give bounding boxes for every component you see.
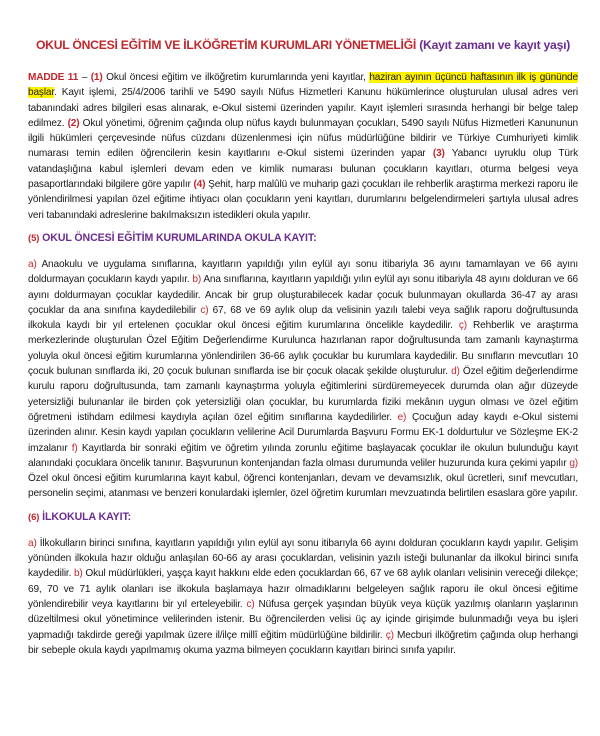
item-c-label: c) (200, 304, 209, 316)
clause-2-text: Okul yönetimi, öğrenim çağında olup nüfus kaydı bulunmayan çocukları, 5490 sayılı Nüfus Hizmetleri Kanununun ilgili hükümleri çerçevesinde nüfus cüzdanı düzenlenmesi için nüfus müdürlüğüne bildirir ve Türkiye Cumhuriyeti kimlik numarası temin edilen öğrencilerin kesin kayıtlarını e-Okul sistemi üzerinden yapar (28, 117, 579, 160)
clause-1-text-a: Okul öncesi eğitim ve ilköğretim kurumlarında yeni kayıtlar, (102, 72, 370, 83)
item-cc-text: Rehberlik ve araştırma merkezlerinde oluşturulan Özel Eğitim Değerlendirme Kurulunca hazırlanan rapor doğrultusunda tam zamanlı kaynaştırma yoluyla okul öncesi eğitim kurumlarına yönlendirilen 36-66 aylık çocuklar bu kurumlara kaydedilir. Bu sınıfların mevcutları 10 çocuk bulunan sınıflarda iki, 20 çocuk bulunan sınıflarda ise bir çocuk olacak şekilde oluşturulur. (28, 320, 579, 378)
section-5-heading (28, 232, 578, 244)
section-6-paragraph (28, 536, 578, 658)
item-a-text: Anaokulu ve uygulama sınıflarına, kayıtların yapıldığı yılın eylül ayı sonu itibariyla 36 ayını tamamlayan ve 66 ayını doldurmayan çocukların kaydı yapılır. (28, 258, 578, 286)
item-b-label: b) (192, 274, 202, 286)
item-c-text: Nüfusa gerçek yaşından büyük veya küçük yazılmış olanların yaşlarının düzeltilmesi okul yönetimince velilerinden istenir. Bu öğrencilerden velisi üç ay içinde girişimde bulunmadığı veya bu işleri yapmadığı takdirde gereği yapılmak üzere il/ilçe millî eğitim müdürlüğüne bildirilir. (28, 598, 578, 641)
section-5-number: (5) (28, 232, 40, 244)
section-6-number: (6) (28, 511, 40, 523)
item-g-text: Özel okul öncesi eğitim kurumlarına kayıt kabul, öğrenci kontenjanları, devam ve devamsızlık, okul ücretleri, sınıf mevcutları, personelin seçimi, atanması ve benzeri konulardaki işlemler, özel öğretim kurumları mevzuatında belirtilen esaslara göre yapılır. (28, 473, 578, 500)
madde-11-paragraph (28, 70, 578, 223)
item-c-label: c) (246, 598, 255, 610)
item-a-text: İlkokulların birinci sınıfına, kayıtların yapıldığı yılın eylül ayı sonu itibarıyla 66 ayını dolduran çocukların kaydı yapılır. Gelişim yönünden ilkokula hazır olduğu anlaşılan 60-66 ay arası çocuklardan, velisinin yazılı isteği bulunanlar da ilkokul birinci sınıfa kaydedilir. (28, 537, 578, 580)
item-d-label: d) (451, 366, 460, 378)
item-c-text: 67, 68 ve 69 aylık olup da velisinin yazılı talebi veya sağlık raporu doğrultusunda ilkokula kaydı bir yıl ertelenen çocuklar okul öncesi eğitim kurumlarına öncelikle kaydedilir. (28, 304, 578, 332)
madde-label: MADDE 11 (28, 72, 79, 83)
clause-3-number: (3) (432, 148, 445, 160)
clause-4-number: (4) (193, 179, 206, 191)
section-6-heading (28, 511, 578, 523)
item-b-text: Ana sınıflarına, kayıtların yapıldığı yılın eylül ayı sonu itibariyla 48 ayını dolduran ve 66 ayını doldurmayan çocuklar kaydedilir. Ancak bir grup oluşturabilecek kadar çocuk bulunmayan okullarda 36-47 ay arası çocuklar da ana sınıfına kaydedilebilir (28, 274, 578, 316)
item-g-label: g) (569, 457, 578, 469)
item-cc-label: ç) (458, 320, 467, 332)
clause-4-text: Şehit, harp malûlü ve muharip gazi çocukları ile rehberlik araştırma merkezi raporu ile yönlendirilmesi yapılan özel eğitime ihtiyacı olan çocukların yeni kayıtları, durumlarını belgelendirmeleri şartıyla ulusal adres veri tabanındaki adreslerine bakılmaksızın istedikleri okula yapılır. (28, 179, 578, 221)
item-f-text: Kayıtlarda bir sonraki eğitim ve öğretim yılında zorunlu eğitime başlayacak çocuklar ile okulun bulunduğu kayıt alanındaki çocuklara öncelik tanınır. Başvurunun kontenjandan fazla olması durumunda veliler huzurunda kura çekimi yapılır (28, 442, 578, 469)
item-b-text: Okul müdürlükleri, yaşça kayıt hakkını elde eden çocuklardan 66, 67 ve 68 aylık olanları velisinin vereceği dilekçe; 69, 70 ve 71 aylık olanları ise ilkokula başlamaya hazır olmadıklarını belgeleyen sağlık raporu ile okul öncesi eğitime yönlendirebilir veya kayıtlarını bir yıl erteleyebilir. (28, 568, 579, 610)
title-main: OKUL ÖNCESİ EĞİTİM VE İLKÖĞRETİM KURUMLARI YÖNETMELİĞİ (35, 38, 417, 52)
clause-3-text: Yabancı uyruklu olup Türk vatandaşlığına kabul işlemleri devam eden ve kimlik numarası bulunan çocukların kayıtları, oturma belgesi veya pasaportlarındaki bilgilere göre yapılır (28, 148, 578, 191)
item-e-label: e) (397, 411, 407, 423)
section-6-title: İLKOKULA KAYIT: (39, 510, 132, 523)
clause-1-number: (1) (90, 72, 103, 83)
item-cc-label: ç) (385, 629, 394, 641)
clause-1-text-b: . Kayıt işlemi, 25/4/2006 tarihli ve 5490 sayılı Nüfus Hizmetleri Kanunu hükümlerince oluşturulan ulusal adres veri tabanındaki adres bilgileri esas alınarak, e-Okul sistemi üzerinden yapılır. Kayıt işlemleri sırasında herhangi bir belge talep edilmez. (28, 87, 578, 129)
document-title (28, 38, 578, 52)
item-a-label: a) (28, 258, 37, 270)
item-cc-text: Mecburi ilköğretim çağında olup herhangi bir sebeple okula kaydı yapılmamış okuma yazma bilmeyen çocukların kayıtları birinci sınıfa yapılır. (28, 629, 579, 656)
item-a-label: a) (28, 537, 37, 549)
highlighted-date-text: haziran ayının üçüncü haftasının ilk iş günü (369, 72, 562, 83)
item-d-text: Özel eğitim değerlendirme kurulu raporu doğrultusunda, tam zamanlı kaynaştırma yoluyla eğitimlerini sürdüremeyecek durumda olan ağır düzeyde yetersizliği bulunanlar ile birden çok yetersizliği olan çocuklar, bu kurumlarda fiziki mekânın uygun olması ve özel eğitim öğretmeni istihdam edilmesi kaydıyla açılan özel eğitim sınıflarına kaydedilirler. (28, 366, 578, 423)
title-sub: (Kayıt zamanı ve kayıt yaşı) (419, 38, 571, 52)
madde-dash: – (78, 72, 91, 83)
section-5-title: OKUL ÖNCESİ EĞİTİM KURUMLARINDA OKULA KAYIT: (39, 231, 317, 244)
highlighted-date-text-end: nde başlar (28, 72, 578, 99)
clause-2-number: (2) (67, 117, 80, 129)
item-e-text: Çocuğun aday kaydı e-Okul sistemi üzerinden alınır. Kesin kaydı yapılan çocukların velilerine Acil Durumlarda Başvuru Formu EK-1 doldurtulur ve Sözleşme EK-2 imzalanır (28, 411, 578, 454)
item-f-label: f) (71, 442, 78, 454)
section-5-paragraph (28, 257, 578, 502)
item-b-label: b) (73, 568, 83, 580)
